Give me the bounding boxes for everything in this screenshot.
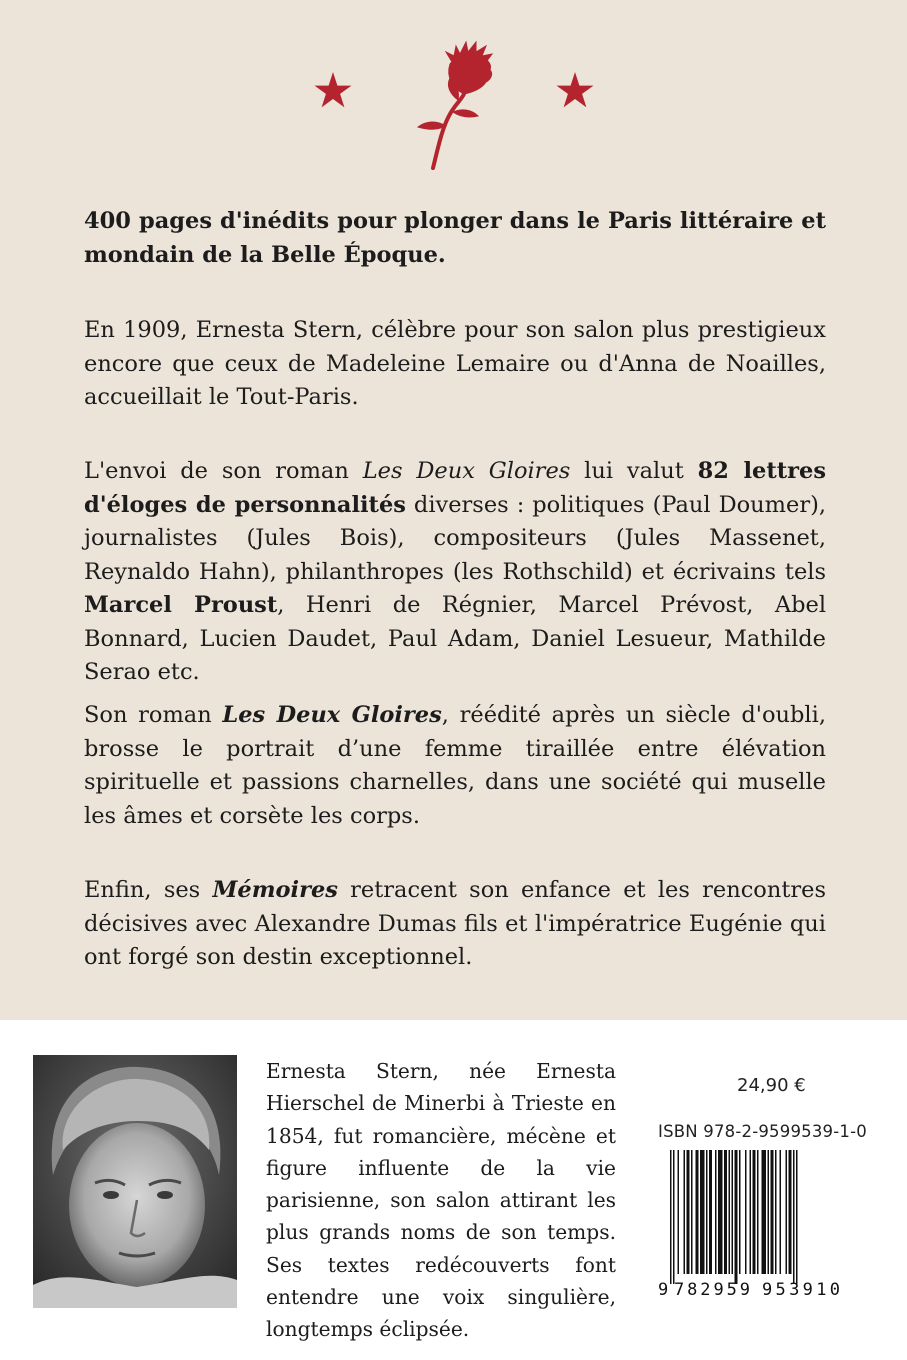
star-icon xyxy=(315,72,352,107)
barcode xyxy=(658,1150,846,1298)
barcode-digits-right: 953910 xyxy=(762,1280,840,1298)
barcode-bar xyxy=(691,1150,693,1274)
barcode-bar xyxy=(793,1150,795,1284)
barcode-bar xyxy=(700,1150,705,1274)
barcode-bar xyxy=(735,1150,738,1284)
barcode-bar xyxy=(673,1150,675,1284)
text-span: L'envoi de son roman xyxy=(84,458,363,484)
text-span: , Henri de Régnier, Marcel Prévost, Abel Bonnard, Lucien Daudet, Paul Adam, Daniel Lesueur, Mathilde Serao etc. xyxy=(84,592,827,685)
salon-paragraph: En 1909, Ernesta Stern, célèbre pour son salon plus prestigieux encore que ceux de Madeleine Lemaire ou d'Anna de Noailles, accueillait le Tout-Paris. xyxy=(84,317,826,410)
memoirs-paragraph xyxy=(84,874,826,975)
barcode-bar xyxy=(739,1150,741,1274)
novel-paragraph xyxy=(84,699,826,833)
text-span: retracent son enfance et les rencontres décisives avec Alexandre Dumas fils et l'impératrice Eugénie qui ont forgé son destin exceptionnel. xyxy=(84,877,827,970)
barcode-bar xyxy=(750,1150,752,1274)
letters-paragraph xyxy=(84,455,826,690)
barcode-bar xyxy=(762,1150,767,1274)
text-span: diverses : politiques (Paul Doumer), journalistes (Jules Bois), compositeurs (Jules Massenet, Reynaldo Hahn), philanthropes (les Rothschild) et écrivains tels xyxy=(84,491,826,585)
barcode-bar xyxy=(768,1150,770,1274)
barcode-digit-lead: 9 xyxy=(658,1280,669,1298)
letters-count: 82 lettres d'éloges de personnalités xyxy=(84,458,826,518)
barcode-bar xyxy=(780,1150,782,1274)
price: 24,90 € xyxy=(737,1075,806,1096)
intro-paragraph: 400 pages d'inédits pour plonger dans le Paris littéraire et mondain de la Belle Époque. xyxy=(84,208,826,268)
barcode-bar xyxy=(678,1150,680,1274)
barcode-bar xyxy=(786,1150,788,1274)
barcode-bar xyxy=(771,1150,774,1274)
barcode-digits-left: 782959 xyxy=(674,1280,750,1298)
text-span: lui valut xyxy=(570,458,698,484)
text-span: Enfin, ses xyxy=(84,877,213,903)
carnation-icon xyxy=(418,42,492,168)
barcode-bar xyxy=(715,1150,717,1274)
barcode-bar xyxy=(696,1150,699,1274)
barcode-bar xyxy=(724,1150,727,1274)
barcode-bar xyxy=(775,1150,777,1274)
barcode-bar xyxy=(789,1150,792,1274)
text-span: , réédité après un siècle d'oubli, brosse le portrait d’une femme tiraillée entre élévation spirituelle et passions charnelles, dans une société qui muselle les âmes et corsète les corps. xyxy=(84,702,826,829)
barcode-bar xyxy=(745,1150,747,1274)
barcode-bars xyxy=(670,1150,798,1284)
barcode-bar xyxy=(729,1150,731,1274)
barcode-bar xyxy=(757,1150,759,1274)
barcode-bar xyxy=(706,1150,708,1274)
proust-name: Marcel Proust xyxy=(84,592,278,618)
barcode-bar xyxy=(709,1150,712,1274)
barcode-bar xyxy=(687,1150,690,1274)
author-bio: Ernesta Stern, née Ernesta Hierschel de Minerbi à Trieste en 1854, fut romancière, mécène et figure influente de la vie parisienne, son salon attirant les plus grands noms de son temps. Ses textes redécouverts font entendre une voix singulière, longtemps éclipsée. xyxy=(266,1059,616,1342)
barcode-bar xyxy=(732,1150,734,1274)
barcode-bar xyxy=(718,1150,723,1274)
barcode-bar xyxy=(684,1150,686,1274)
ornament xyxy=(300,28,610,173)
portrait-photo xyxy=(33,1055,237,1308)
isbn-label: ISBN 978-2-9599539-1-0 xyxy=(658,1122,867,1141)
text-span: Son roman xyxy=(84,702,223,728)
book-title: Les Deux Gloires xyxy=(362,458,571,484)
barcode-bar xyxy=(753,1150,756,1274)
barcode-bar xyxy=(796,1150,798,1284)
barcode-bar xyxy=(670,1150,672,1284)
memoirs-title: Mémoires xyxy=(212,877,338,903)
book-title: Les Deux Gloires xyxy=(222,702,442,728)
star-icon xyxy=(557,72,594,107)
